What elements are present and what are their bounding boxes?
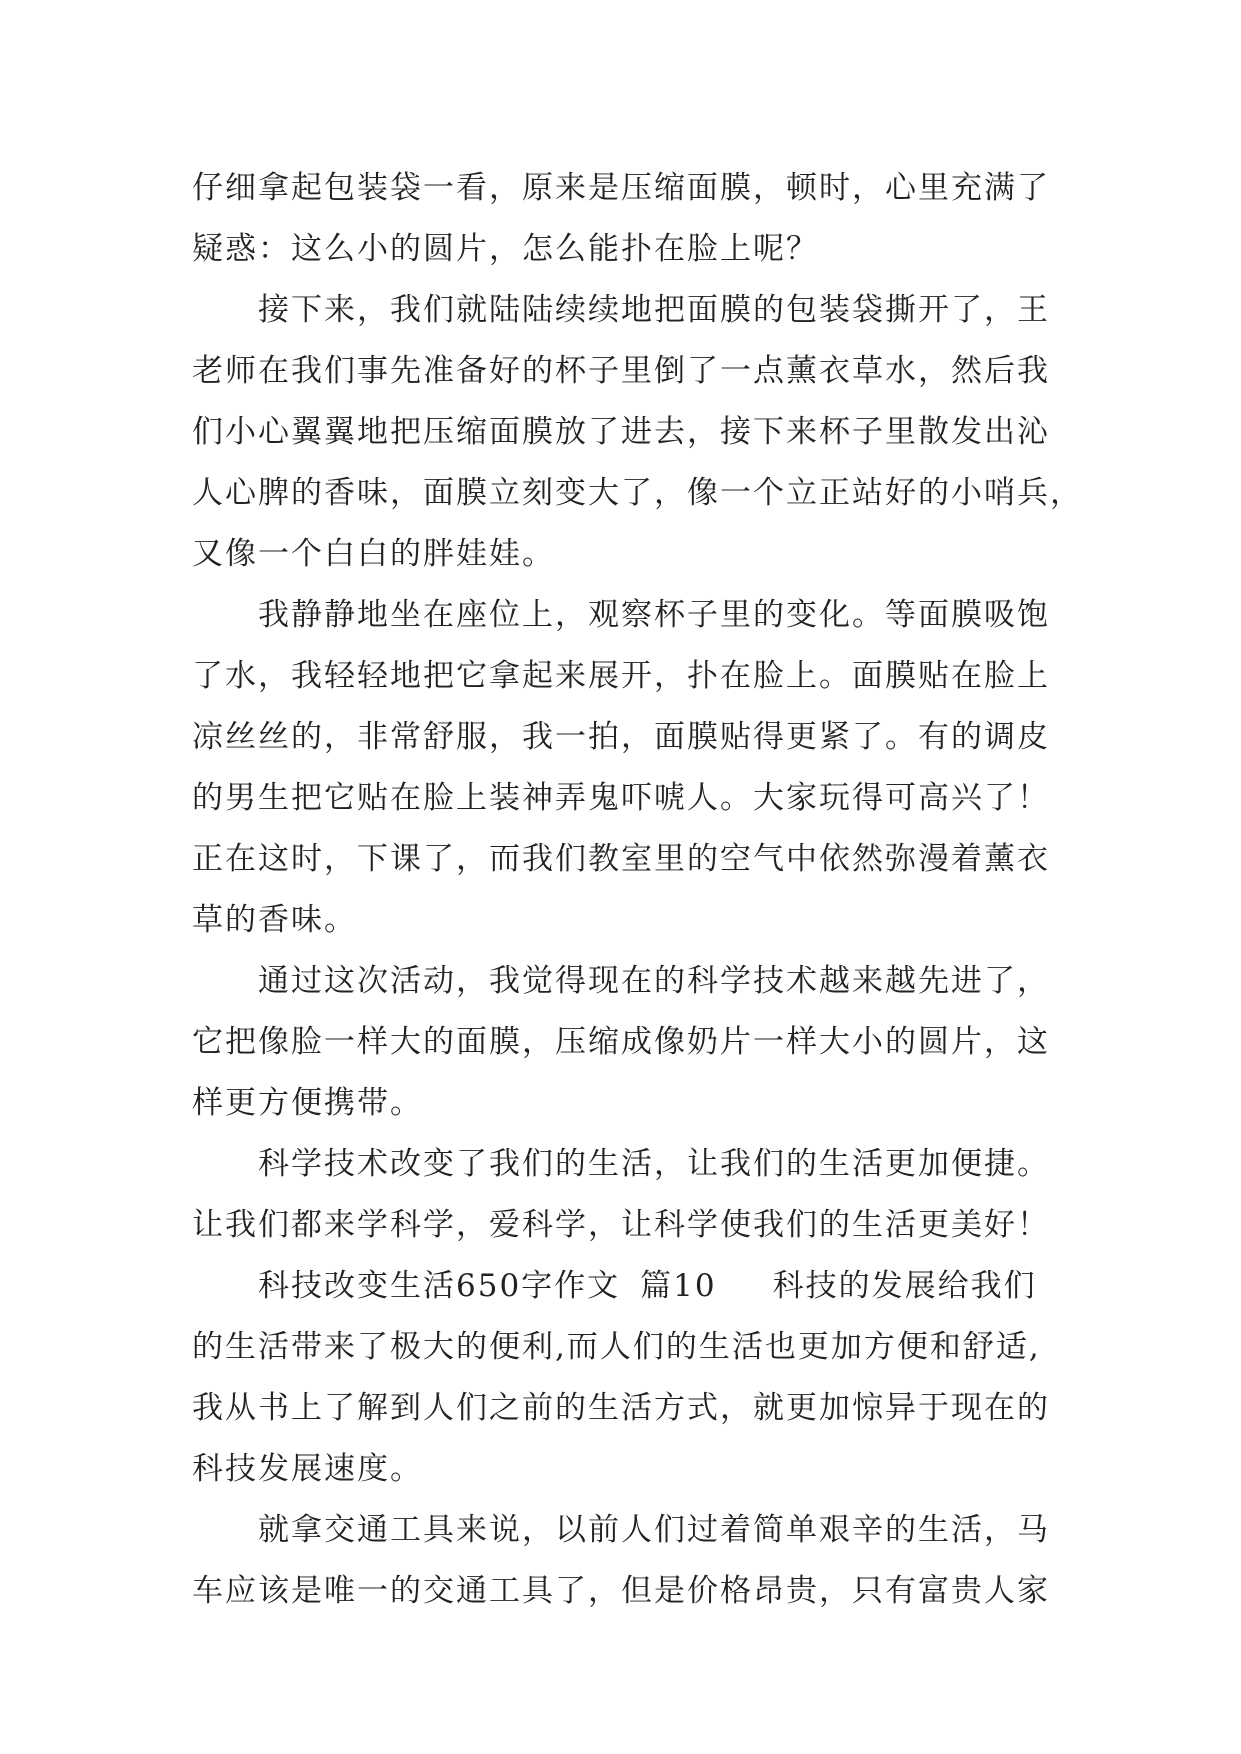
- text-line: 科技发展速度。: [192, 1451, 423, 1487]
- document-body: [192, 158, 1083, 1622]
- text-line: 的男生把它贴在脸上装神弄鬼吓唬人。大家玩得可高兴了！: [192, 780, 1050, 816]
- text-line: 车应该是唯一的交通工具了，但是价格昂贵，只有富贵人家: [192, 1573, 1050, 1609]
- text-line: 就拿交通工具来说，以前人们过着简单艰辛的生活，马: [192, 1512, 1050, 1548]
- article-heading-line: [192, 1256, 1052, 1317]
- text-line: 的生活带来了极大的便利,而人们的生活也更加方便和舒适,: [192, 1329, 1041, 1365]
- text-line: 它把像脸一样大的面膜，压缩成像奶片一样大小的圆片，这: [192, 1024, 1050, 1060]
- text-line: 让我们都来学科学，爱科学，让科学使我们的生活更美好！: [192, 1207, 1050, 1243]
- text-line: 疑惑：这么小的圆片，怎么能扑在脸上呢？: [192, 231, 819, 267]
- article-first-text: 科技的发展给我们: [772, 1268, 1037, 1304]
- text-line: 了水，我轻轻地把它拿起来展开，扑在脸上。面膜贴在脸上: [192, 658, 1050, 694]
- text-line: 我从书上了解到人们之前的生活方式，就更加惊异于现在的: [192, 1390, 1050, 1426]
- article-number: 篇10: [640, 1268, 717, 1304]
- text-line: 又像一个白白的胖娃娃。: [192, 536, 555, 572]
- text-line: 接下来，我们就陆陆续续地把面膜的包装袋撕开了，王: [192, 292, 1050, 328]
- heading-indent: [192, 1268, 258, 1304]
- text-line: 我静静地坐在座位上，观察杯子里的变化。等面膜吸饱: [192, 597, 1050, 633]
- text-line: 草的香味。: [192, 902, 357, 938]
- text-line: 正在这时，下课了，而我们教室里的空气中依然弥漫着薰衣: [192, 841, 1050, 877]
- text-line: 科学技术改变了我们的生活，让我们的生活更加便捷。: [192, 1146, 1050, 1182]
- text-line: 样更方便携带。: [192, 1085, 423, 1121]
- text-line: 人心脾的香味，面膜立刻变大了，像一个立正站好的小哨兵，: [192, 475, 1083, 511]
- text-line: 通过这次活动，我觉得现在的科学技术越来越先进了，: [192, 963, 1050, 999]
- text-line: 老师在我们事先准备好的杯子里倒了一点薰衣草水，然后我: [192, 353, 1050, 389]
- article-title: 科技改变生活650字作文: [258, 1268, 621, 1304]
- text-line: 们小心翼翼地把压缩面膜放了进去，接下来杯子里散发出沁: [192, 414, 1050, 450]
- text-line: 仔细拿起包装袋一看，原来是压缩面膜，顿时，心里充满了: [192, 170, 1050, 206]
- text-line: 凉丝丝的，非常舒服，我一拍，面膜贴得更紧了。有的调皮: [192, 719, 1050, 755]
